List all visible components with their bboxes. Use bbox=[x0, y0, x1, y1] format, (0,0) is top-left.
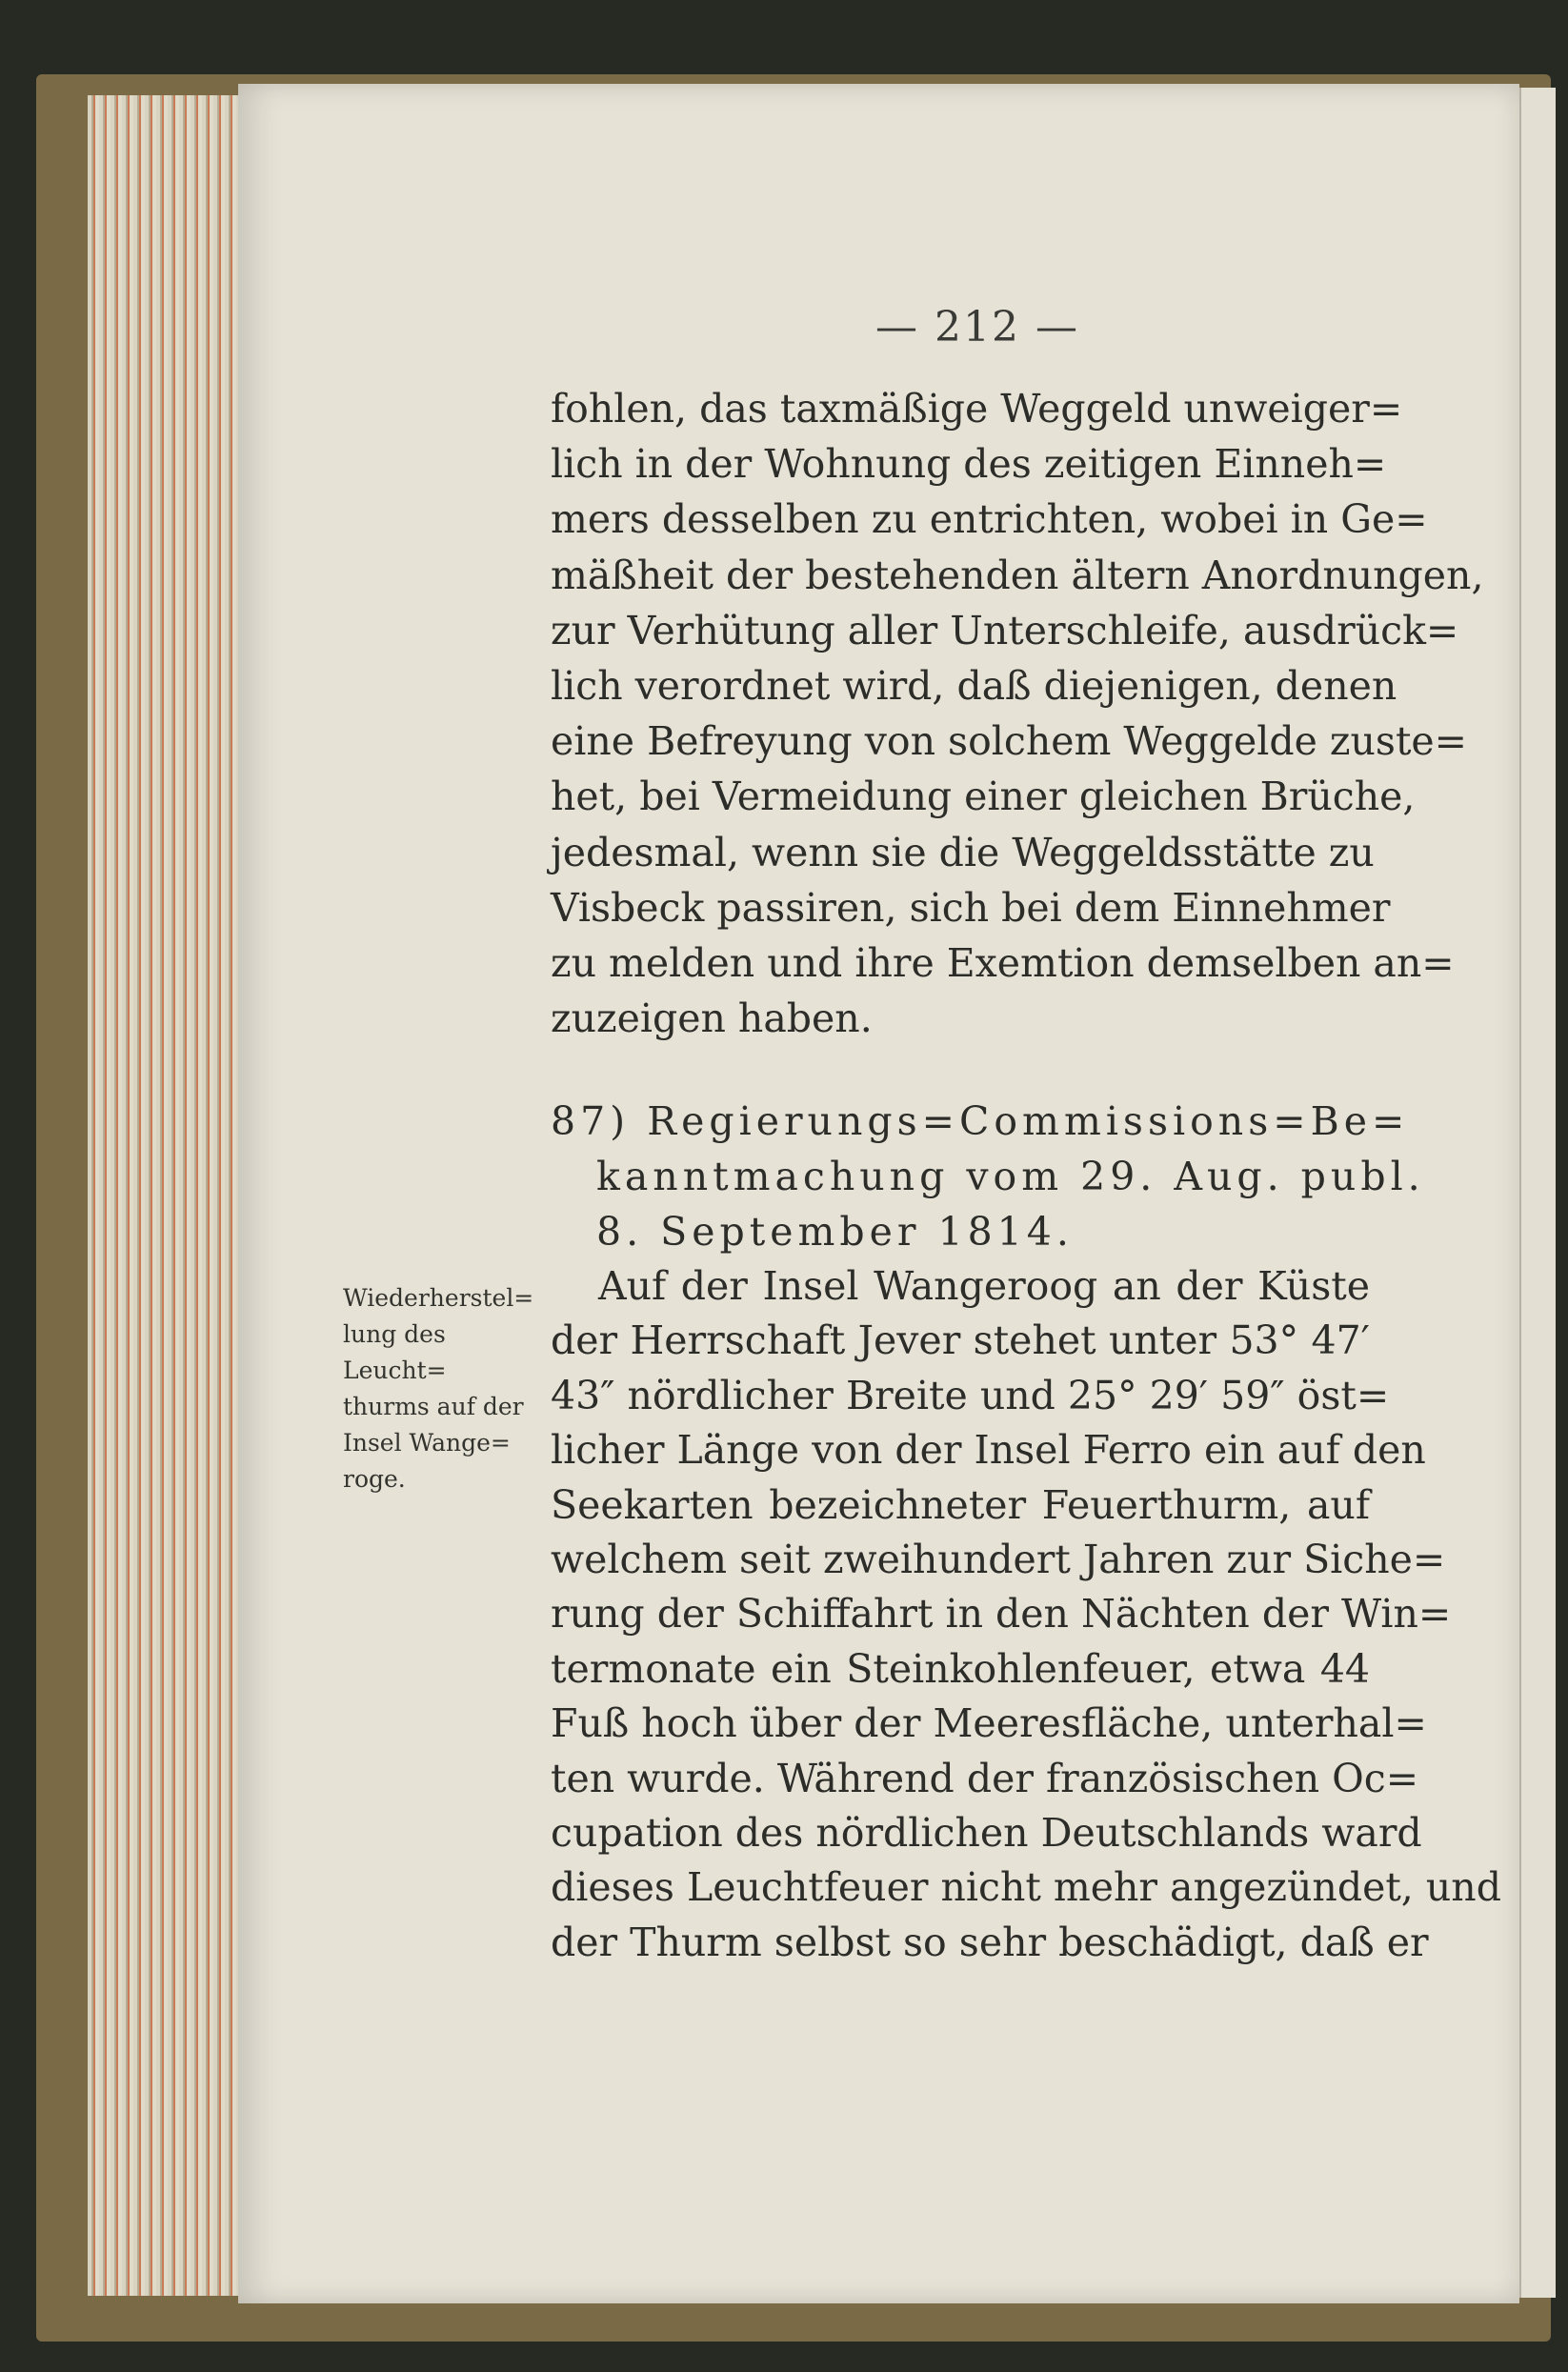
marginal-line: Wiederherstel= bbox=[343, 1284, 534, 1312]
heading-line: kanntmachung vom 29. Aug. publ. bbox=[596, 1154, 1425, 1199]
section-heading bbox=[551, 1094, 1425, 1259]
text-line: Auf der Insel Wangeroog an der Küste bbox=[598, 1263, 1370, 1309]
text-line: der Thurm selbst so sehr beschädigt, daß er bbox=[551, 1919, 1429, 1965]
text-line: cupation des nördlichen Deutschlands ward bbox=[551, 1810, 1422, 1857]
text-line: licher Länge von der Insel Ferro ein auf den bbox=[551, 1427, 1426, 1474]
text-line: dieses Leuchtfeuer nicht mehr angezündet, und bbox=[551, 1864, 1501, 1911]
page-edges bbox=[88, 95, 259, 2296]
text-line: Fuß hoch über der Meeresfläche, unterhal= bbox=[551, 1700, 1427, 1747]
text-line: welchem seit zweihundert Jahren zur Siche= bbox=[551, 1537, 1446, 1583]
text-line: der Herrschaft Jever stehet unter 53° 47′ bbox=[551, 1317, 1370, 1364]
text-line: lich in der Wohnung des zeitigen Einneh= bbox=[551, 441, 1387, 488]
heading-line: 87) Regierungs=Commissions=Be= bbox=[551, 1098, 1410, 1144]
text-line: Seekarten bezeichneter Feuerthurm, auf bbox=[551, 1481, 1370, 1528]
text-line: rung der Schiffahrt in den Nächten der Win= bbox=[551, 1591, 1452, 1638]
marginal-line: lung des Leucht= bbox=[343, 1320, 447, 1384]
text-line: mers desselben zu entrichten, wobei in Ge= bbox=[551, 496, 1428, 543]
facing-page-edge bbox=[1519, 88, 1556, 2298]
text-line: ten wurde. Während der französischen Oc= bbox=[551, 1755, 1419, 1801]
text-line: zu melden und ihre Exemtion demselben an= bbox=[551, 940, 1455, 987]
text-line: jedesmal, wenn sie die Weggeldsstätte zu bbox=[551, 829, 1375, 875]
text-line: lich verordnet wird, daß diejenigen, denen bbox=[551, 663, 1397, 710]
text-line: het, bei Vermeidung einer gleichen Brüche, bbox=[551, 774, 1416, 820]
text-line: fohlen, das taxmäßige Weggeld unweiger= bbox=[551, 386, 1403, 432]
paragraph-2 bbox=[551, 1259, 1501, 1970]
text-line: Visbeck passiren, sich bei dem Einnehmer bbox=[551, 884, 1391, 931]
text-line: mäßheit der bestehenden ältern Anordnungen, bbox=[551, 552, 1484, 598]
page-number: — 212 — bbox=[875, 303, 1079, 352]
marginal-line: roge. bbox=[343, 1465, 406, 1493]
text-line: zuzeigen haben. bbox=[551, 995, 873, 1042]
text-line: 43″ nördlicher Breite und 25° 29′ 59″ öst= bbox=[551, 1372, 1390, 1418]
text-line: zur Verhütung aller Unterschleife, ausdrück= bbox=[551, 607, 1459, 653]
heading-line: 8. September 1814. bbox=[596, 1209, 1074, 1255]
marginal-line: Insel Wange= bbox=[343, 1429, 511, 1457]
text-line: eine Befreyung von solchem Weggelde zuste= bbox=[551, 718, 1468, 765]
marginal-line: thurms auf der bbox=[343, 1393, 524, 1420]
text-line: termonate ein Steinkohlenfeuer, etwa 44 bbox=[551, 1645, 1370, 1692]
paragraph-1 bbox=[551, 381, 1484, 1046]
marginal-note bbox=[343, 1280, 543, 1498]
